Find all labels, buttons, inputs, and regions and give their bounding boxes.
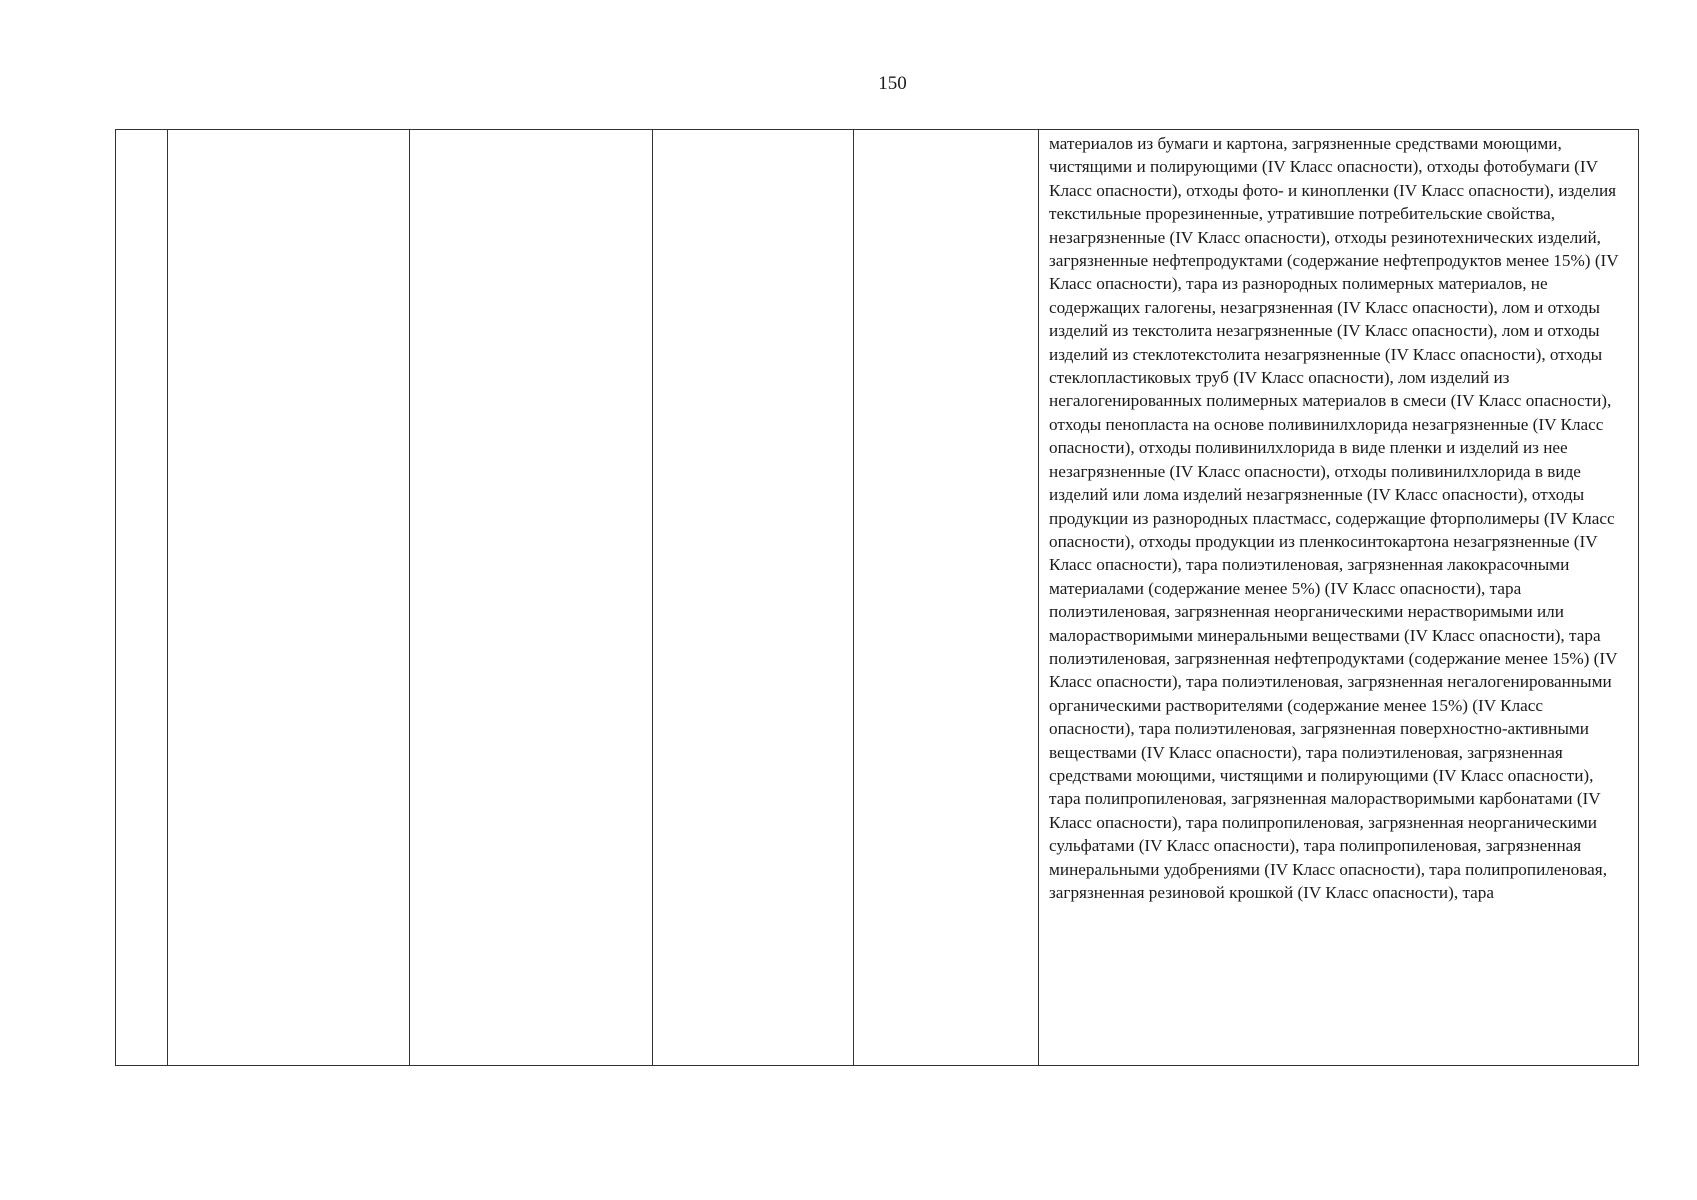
table-cell-2 — [168, 130, 410, 1066]
waste-list-text: материалов из бумаги и картона, загрязненные средствами моющими, чистящими и полирующими (IV Класс опасности), отходы фотобумаги (IV Класс опасности), отходы фото- и кинопленки (IV Класс опасности), изделия текстильные прорезиненные, утратившие потребительские свойства, незагрязненные (IV Класс опасности), отходы резинотехнических изделий, загрязненные нефтепродуктами (содержание нефтепродуктов менее 15%) (IV Класс опасности), тара из разнородных полимерных материалов, не содержащих галогены, незагрязненная (IV Класс опасности), лом и отходы изделий из текстолита незагрязненные (IV Класс опасности), лом и отходы изделий из стеклотекстолита незагрязненные (IV Класс опасности), отходы стеклопластиковых труб (IV Класс опасности), лом изделий из негалогенированных полимерных материалов в смеси (IV Класс опасности), отходы пенопласта на основе поливинилхлорида незагрязненные (IV Класс опасности), отходы поливинилхлорида в виде пленки и изделий из нее незагрязненные (IV Класс опасности), отходы поливинилхлорида в виде изделий или лома изделий незагрязненные (IV Класс опасности), отходы продукции из разнородных пластмасс, содержащие фторполимеры (IV Класс опасности), отходы продукции из пленкосинтокартона незагрязненные (IV Класс опасности), тара полиэтиленовая, загрязненная лакокрасочными материалами (содержание менее 5%) (IV Класс опасности), тара полиэтиленовая, загрязненная неорганическими нерастворимыми или малорастворимыми минеральными веществами (IV Класс опасности), тара полиэтиленовая, загрязненная нефтепродуктами (содержание менее 15%) (IV Класс опасности), тара полиэтиленовая, загрязненная негалогенированными органическими растворителями (содержание менее 15%) (IV Класс опасности), тара полиэтиленовая, загрязненная поверхностно-активными веществами (IV Класс опасности), тара полиэтиленовая, загрязненная средствами моющими, чистящими и полирующими (IV Класс опасности), тара полипропиленовая, загрязненная малорастворимыми карбонатами (IV Класс опасности), тара полипропиленовая, загрязненная неорганическими сульфатами (IV Класс опасности), тара полипропиленовая, загрязненная минеральными удобрениями (IV Класс опасности), тара полипропиленовая, загрязненная резиновой крошкой (IV Класс опасности), тара — [1049, 134, 1619, 902]
table-cell-number — [116, 130, 168, 1066]
table-cell-4 — [653, 130, 854, 1066]
page-number: 150 — [878, 73, 907, 94]
table-cell-3 — [410, 130, 653, 1066]
table-row — [116, 130, 1639, 1066]
table-cell-waste-list — [1039, 130, 1639, 1066]
waste-table — [115, 129, 1639, 1066]
table-cell-5 — [854, 130, 1039, 1066]
